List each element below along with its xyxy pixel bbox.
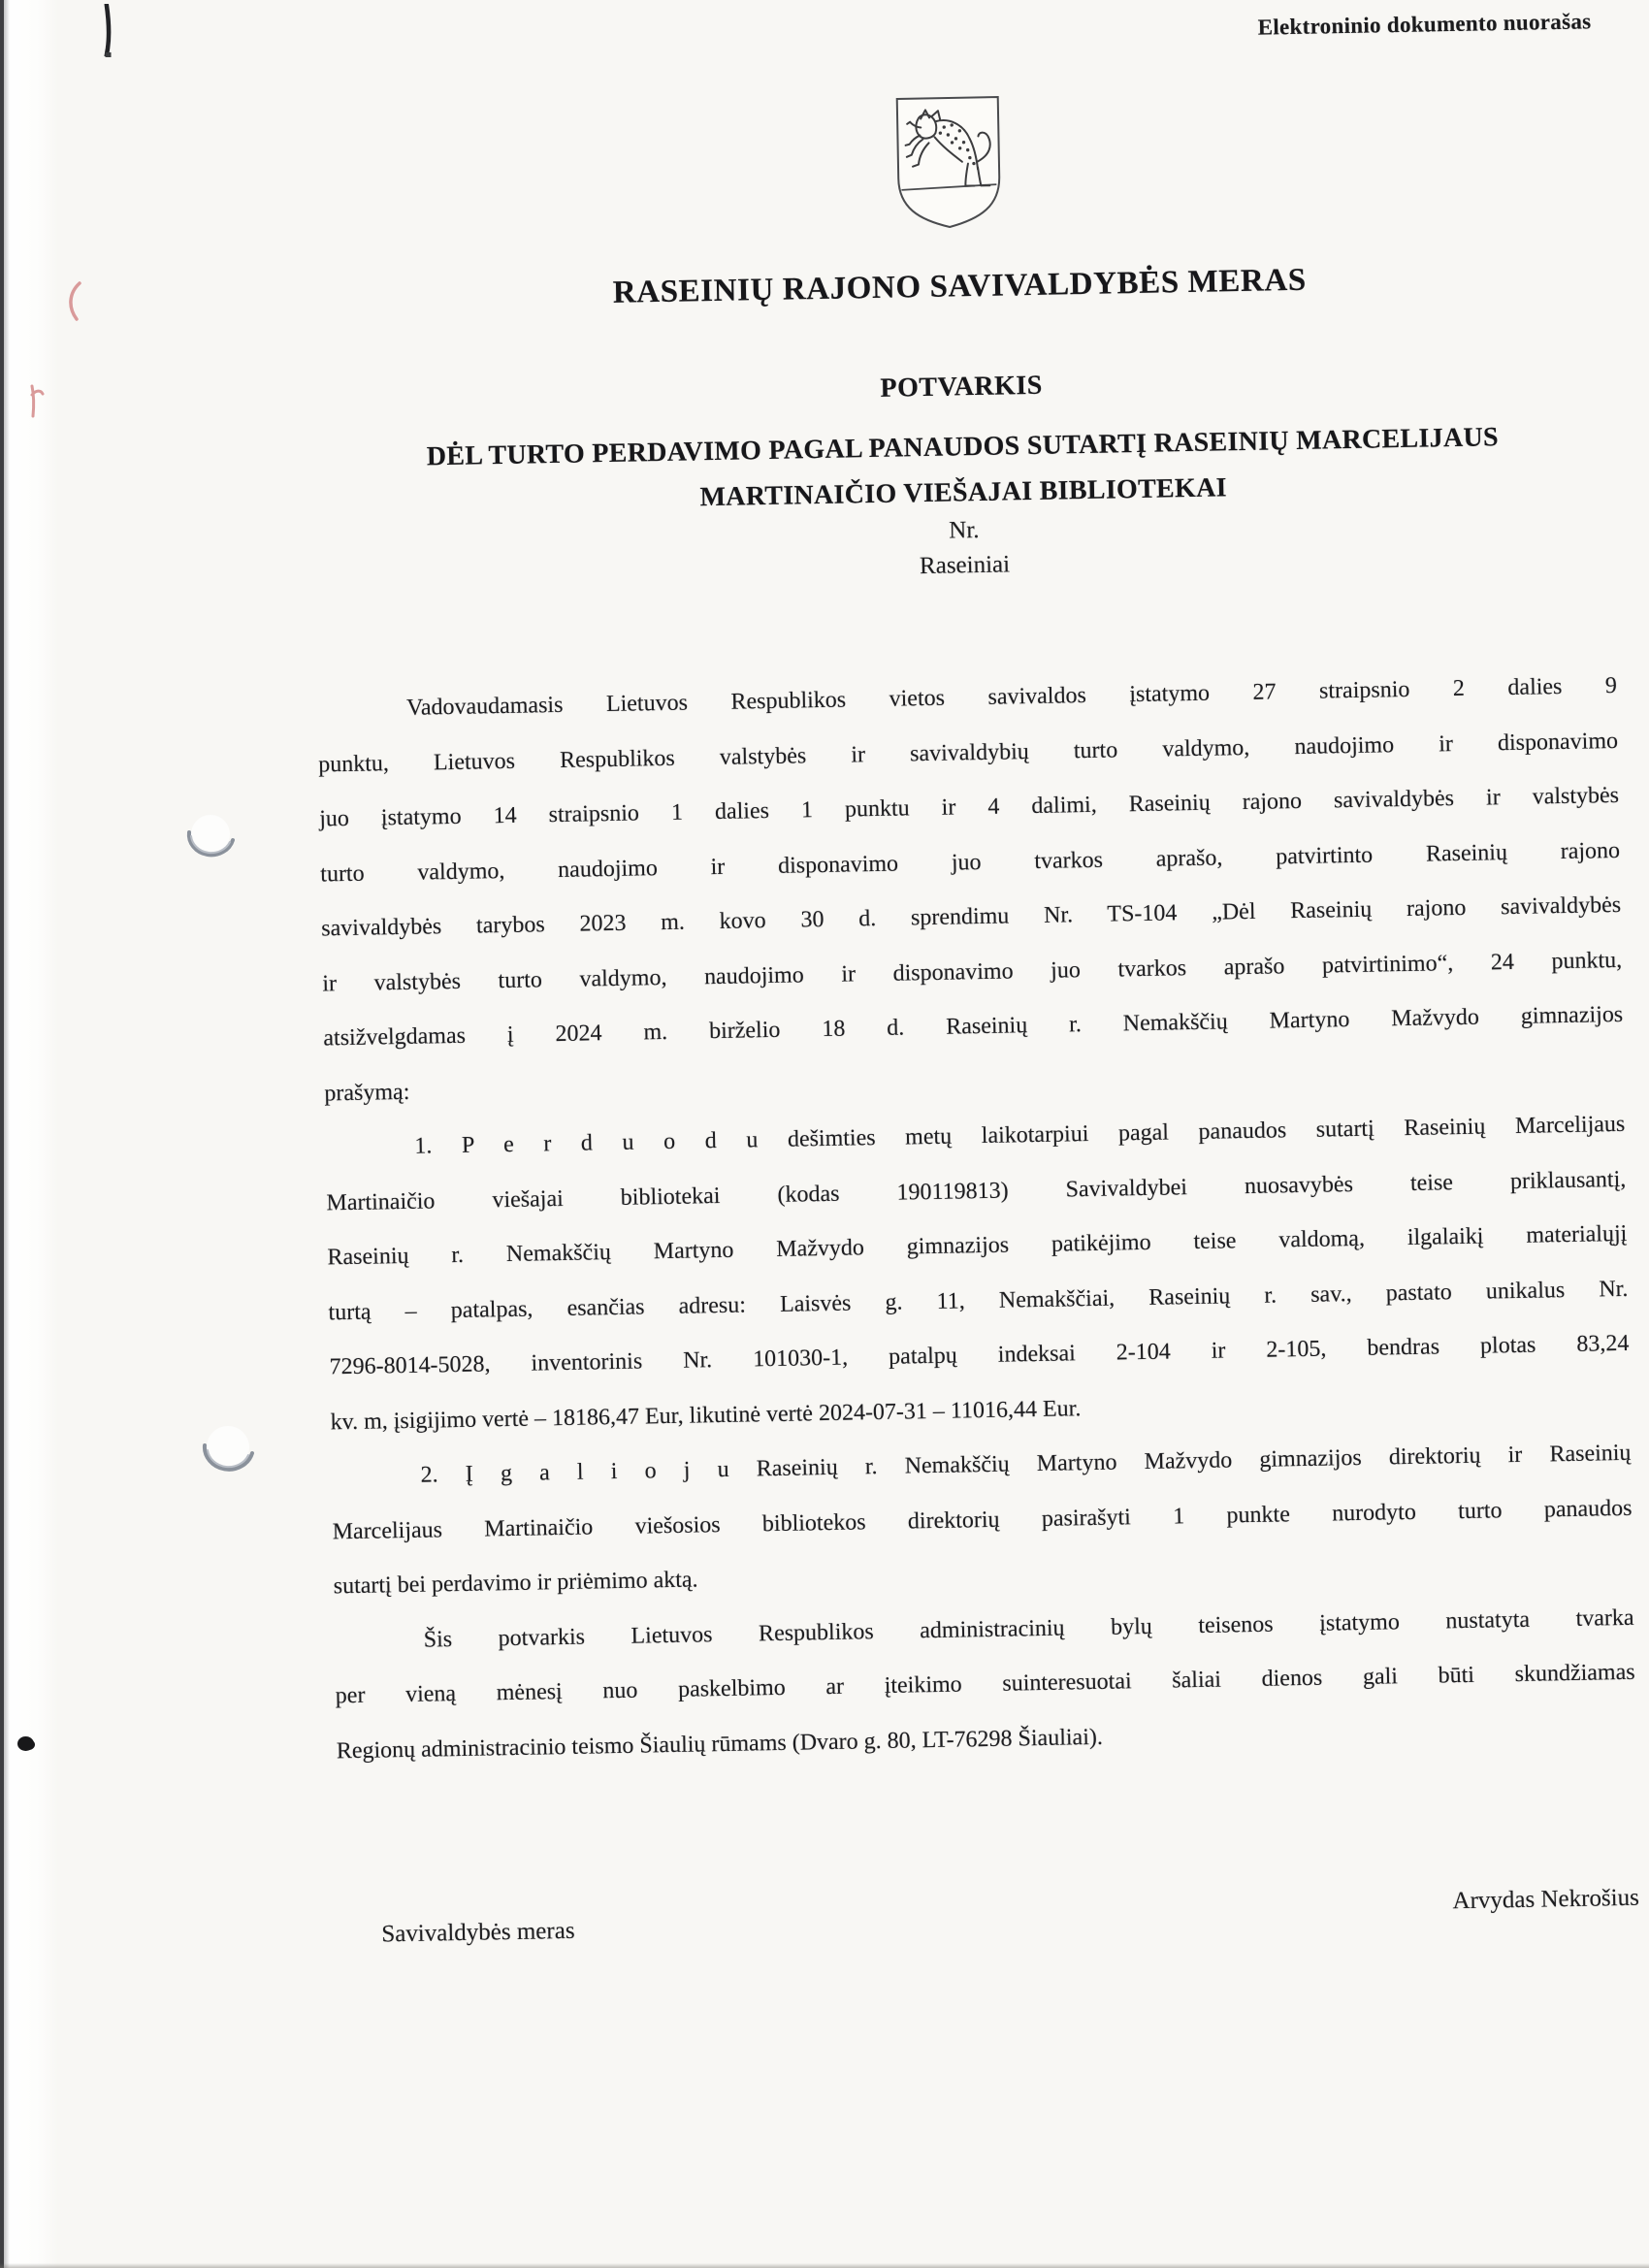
body-line: Regionų administracinio teismo Šiaulių rūmams (Dvaro g. 80, LT-76298 Šiauliai). — [336, 1724, 1104, 1764]
document-body — [317, 659, 1636, 1778]
scan-bottom-edge-shadow — [0, 2263, 1649, 2268]
signature-block — [340, 1885, 1640, 1948]
document-location: Raseiniai — [919, 551, 1011, 580]
body-line: juo įstatymo 14 straipsnio 1 dalies 1 punktu ir 4 dalimi, Raseinių rajono savivaldybės ir valstybės — [318, 782, 1620, 832]
document-type-title: POTVARKIS — [880, 370, 1044, 404]
subject-line-1: DĖL TURTO PERDAVIMO PAGAL PANAUDOS SUTARTĮ RASEINIŲ MARCELIJAUS — [426, 422, 1500, 472]
body-line: Raseinių r. Nemakščių Martyno Mažvydo gimnazijos patikėjimo teise valdomą, ilgalaikį materialųjį — [327, 1220, 1628, 1271]
body-line: 1. P e r d u o d u dešimties metų laikotarpiui pagal panaudos sutartį Raseinių Marcelijaus — [414, 1111, 1626, 1159]
institution-title: RASEINIŲ RAJONO SAVIVALDYBĖS MERAS — [612, 262, 1308, 310]
subject-line-2: MARTINAIČIO VIEŠAJAI BIBLIOTEKAI — [699, 472, 1228, 513]
pink-r-mark — [27, 384, 47, 419]
body-line: 2. Į g a l i o j u Raseinių r. Nemakščių Martyno Mažvydo gimnazijos direktorių ir Raseinių — [420, 1440, 1632, 1488]
electronic-copy-note: Elektroninio dokumento nuorašas — [1257, 9, 1592, 40]
body-line: atsižvelgdamas į 2024 m. birželio 18 d. Raseinių r. Nemakščių Martyno Mažvydo gimnazijos — [323, 1001, 1624, 1052]
ink-dot-mark — [17, 1736, 34, 1751]
body-line: per vieną mėnesį nuo paskelbimo ar įteikimo suinteresuotai šaliai dienos gali būti skundžiamas — [335, 1659, 1635, 1709]
scan-left-edge-shadow — [4, 0, 10, 2268]
body-line: ir valstybės turto valdymo, naudojimo ir disponavimo juo tvarkos aprašo patvirtinimo“, 24 punktu, — [322, 947, 1623, 996]
body-line: Šis potvarkis Lietuvos Respublikos administracinių bylų teisenos įstatymo nustatyta tvarka — [423, 1604, 1634, 1653]
body-line: savivaldybės tarybos 2023 m. kovo 30 d. sprendimu Nr. TS-104 „Dėl Raseinių rajono savivaldybės — [321, 891, 1622, 942]
pen-stroke-mark — [103, 4, 116, 60]
hole-punch-shadow — [198, 1424, 258, 1474]
body-line: Marcelijaus Martinaičio viešosios bibliotekos direktorių pasirašyti 1 punkte nurodyto turto panaudos — [332, 1495, 1633, 1544]
body-line: turto valdymo, naudojimo ir disponavimo juo tvarkos aprašo, patvirtinto Raseinių rajono — [320, 837, 1621, 887]
body-line: 7296-8014-5028, inventorinis Nr. 101030-1, patalpų indeksai 2-104 ir 2-105, bendras plotas 83,24 — [329, 1330, 1630, 1380]
body-line: turtą – patalpas, esančias adresu: Laisvės g. 11, Nemakščiai, Raseinių r. sav., pastato unikalus Nr. — [328, 1276, 1629, 1325]
document-number-label: Nr. — [949, 516, 980, 544]
body-line: punktu, Lietuvos Respublikos valstybės ir savivaldybių turto valdymo, naudojimo ir disponavimo — [317, 728, 1619, 778]
body-line: kv. m, įsigijimo vertė – 18186,47 Eur, likutinė vertė 2024-07-31 – 11016,44 Eur. — [330, 1395, 1082, 1435]
body-line: sutartį bei perdavimo ir priėmimo aktą. — [333, 1567, 698, 1600]
signature-name: Arvydas Nekrošius — [1452, 1884, 1640, 1915]
hole-punch-shadow — [182, 813, 239, 859]
body-line: Martinaičio viešajai bibliotekai (kodas 190119813) Savivaldybei nuosavybės teise priklausantį, — [326, 1166, 1627, 1215]
signature-role: Savivaldybės meras — [381, 1917, 575, 1948]
coat-of-arms-icon — [891, 90, 1007, 234]
body-line: Vadovaudamasis Lietuvos Respublikos vietos savivaldos įstatymo 27 straipsnio 2 dalies 9 — [405, 672, 1618, 721]
body-line: prašymą: — [324, 1079, 410, 1106]
pink-parenthesis-mark — [64, 281, 85, 322]
